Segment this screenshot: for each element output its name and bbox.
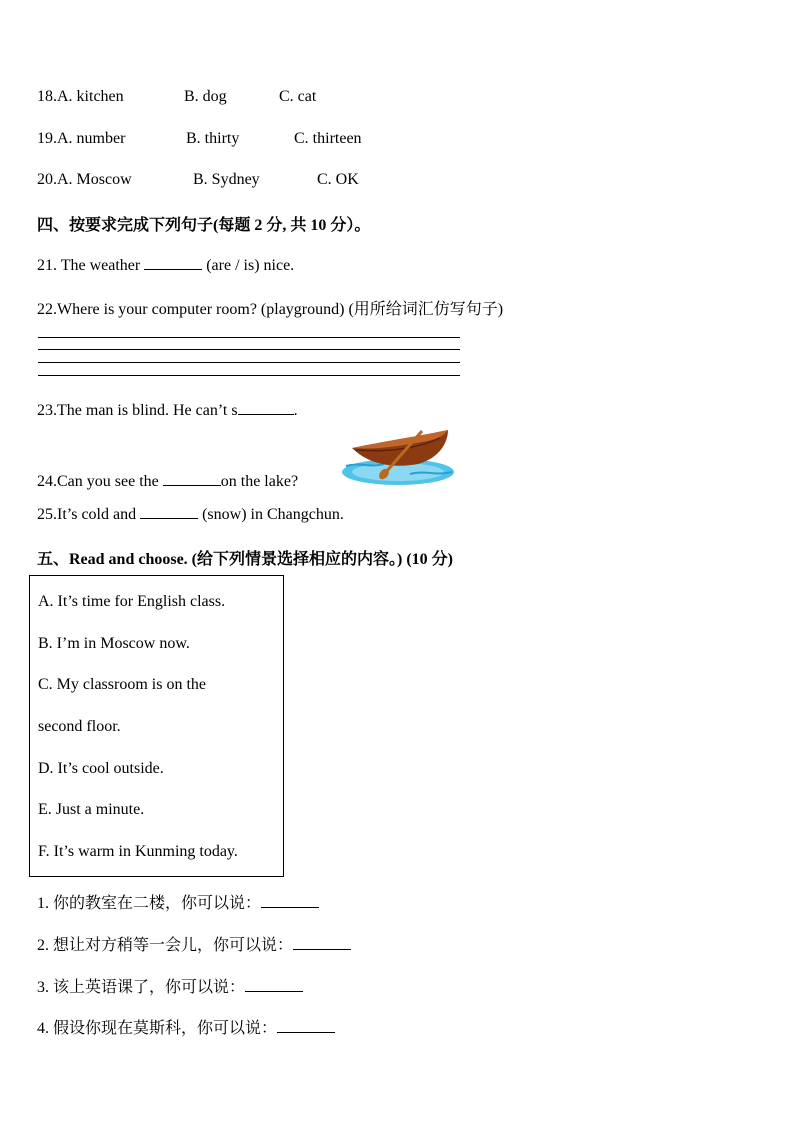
choice-a: A. It’s time for English class. — [38, 593, 226, 610]
option-b: B. Sydney — [193, 171, 260, 188]
question-text: Where is your computer room? (playground) (用所给词汇仿写句子) — [57, 301, 504, 318]
answer-blank[interactable] — [293, 935, 351, 950]
answer-line[interactable] — [38, 375, 460, 376]
question-24 — [37, 471, 298, 491]
option-a: A. number — [57, 130, 126, 147]
answer-blank[interactable] — [144, 255, 202, 270]
option-c: C. cat — [279, 88, 317, 105]
question-text: on the lake? — [220, 473, 299, 490]
question-20 — [37, 171, 132, 189]
choice-f: F. It’s warm in Kunming today. — [38, 843, 238, 860]
option-b: B. dog — [184, 88, 227, 105]
choice-d: D. It’s cool outside. — [38, 760, 164, 777]
answer-blank[interactable] — [140, 504, 198, 519]
situation-4 — [37, 1015, 335, 1038]
question-23 — [37, 400, 298, 420]
question-text: . The weather — [53, 257, 145, 274]
choice-b: B. I’m in Moscow now. — [38, 635, 190, 652]
situation-text: 1. 你的教室在二楼，你可以说： — [37, 895, 262, 912]
option-b: B. thirty — [186, 130, 240, 147]
situation-2 — [37, 932, 351, 955]
option-c: C. thirteen — [294, 130, 362, 147]
question-text: Can you see the — [57, 473, 163, 490]
question-21 — [37, 255, 294, 275]
answer-blank[interactable] — [238, 400, 294, 415]
situation-text: 2. 想让对方稍等一会儿，你可以说： — [37, 937, 294, 954]
answer-blank[interactable] — [261, 893, 319, 908]
answer-blank[interactable] — [163, 471, 221, 486]
option-a: A. Moscow — [57, 171, 132, 188]
question-text: It’s cold and — [57, 506, 141, 523]
choices-box — [29, 575, 284, 877]
answer-blank[interactable] — [245, 977, 303, 992]
question-text: (snow) in Changchun. — [198, 506, 344, 523]
question-text: . — [293, 402, 298, 419]
option-c: C. OK — [317, 171, 359, 188]
section-5-heading: 五、Read and choose. (给下列情景选择相应的内容。) (10 分) — [37, 551, 453, 568]
choice-c: C. My classroom is on the — [38, 676, 206, 693]
answer-line[interactable] — [38, 362, 460, 363]
situation-text: 4. 假设你现在莫斯科，你可以说： — [37, 1020, 278, 1037]
question-number: 20. — [37, 171, 57, 188]
answer-blank[interactable] — [277, 1018, 335, 1033]
choice-c-continued: second floor. — [38, 718, 121, 735]
question-22 — [37, 296, 503, 319]
question-18 — [37, 88, 124, 106]
question-text: The man is blind. He can’t s — [57, 402, 238, 419]
question-number: 23. — [37, 402, 57, 419]
question-19 — [37, 130, 125, 148]
question-number: 25. — [37, 506, 57, 523]
option-a: A. kitchen — [57, 88, 124, 105]
situation-1 — [37, 890, 319, 913]
question-25 — [37, 504, 344, 524]
situation-3 — [37, 974, 303, 997]
question-text: (are / is) nice. — [202, 257, 295, 274]
situation-text: 3. 该上英语课了，你可以说： — [37, 979, 246, 996]
section-4-heading: 四、按要求完成下列句子(每题 2 分, 共 10 分）。 — [37, 217, 371, 234]
question-number: 21 — [37, 257, 53, 274]
question-number: 22. — [37, 301, 57, 318]
answer-line[interactable] — [38, 349, 460, 350]
question-number: 24. — [37, 473, 57, 490]
question-number: 19. — [37, 130, 57, 147]
rowboat-icon — [340, 428, 458, 488]
question-number: 18. — [37, 88, 57, 105]
answer-line[interactable] — [38, 337, 460, 338]
choice-e: E. Just a minute. — [38, 801, 145, 818]
